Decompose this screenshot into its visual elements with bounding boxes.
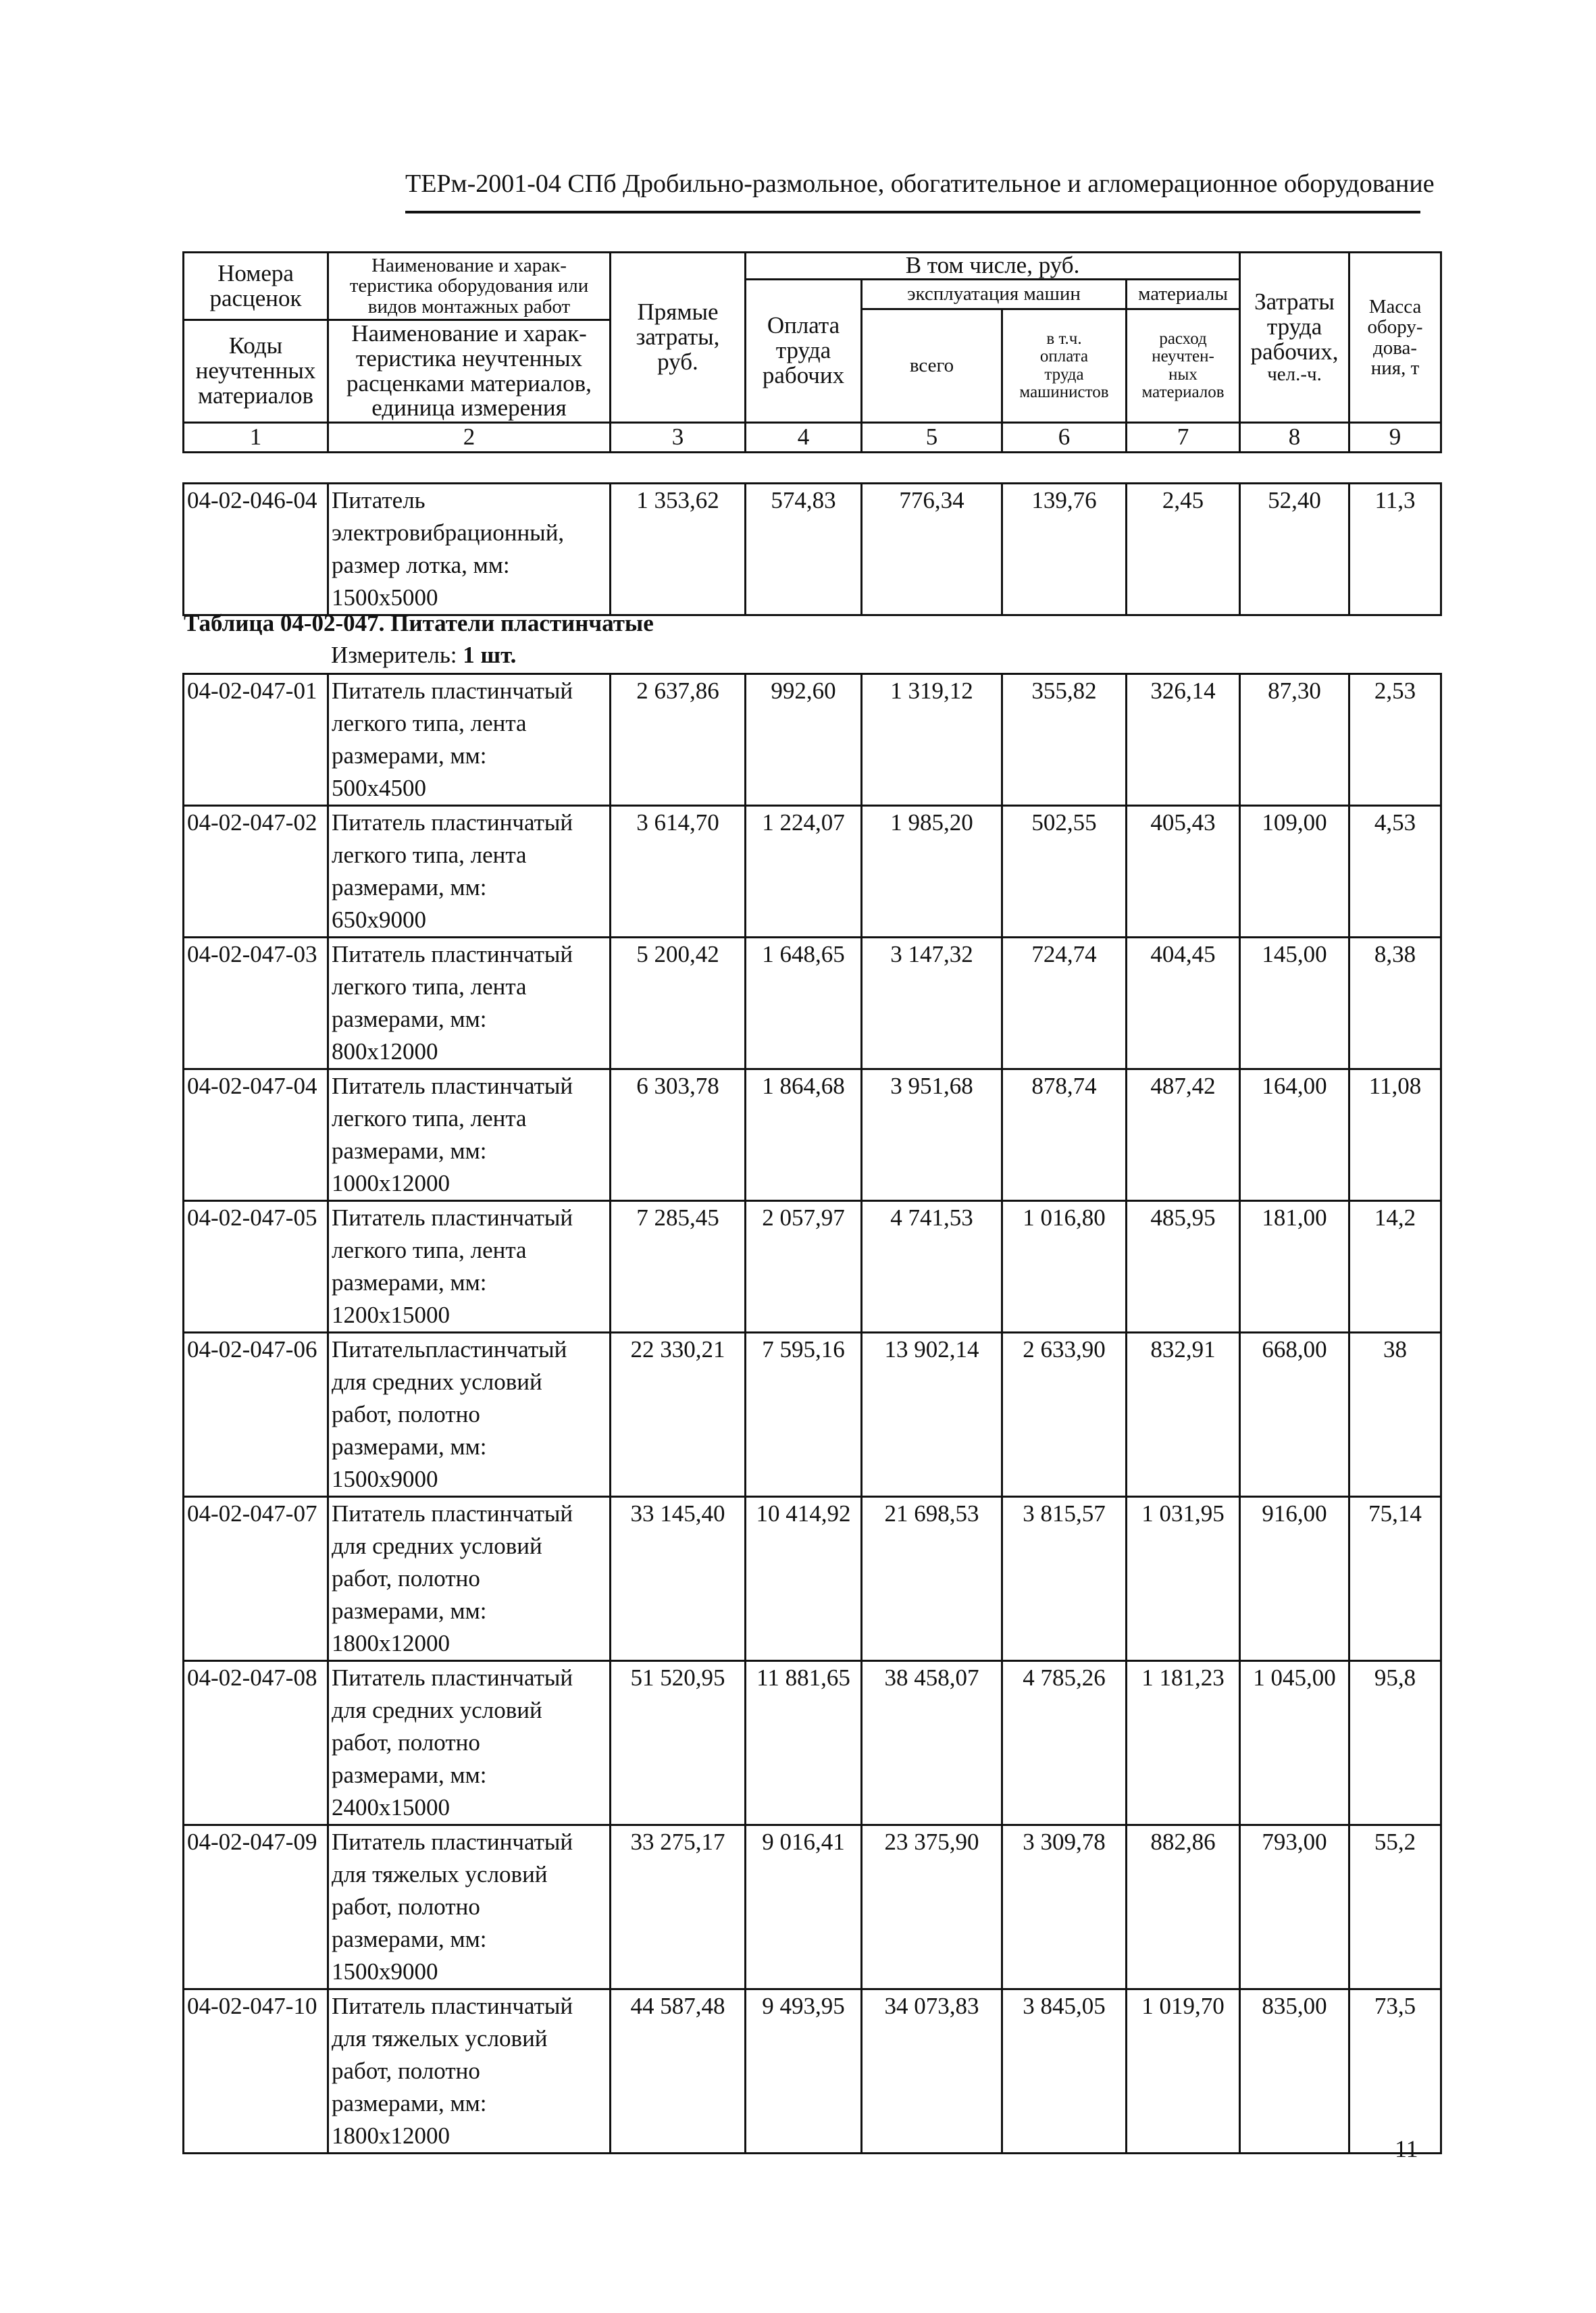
col-number-9: 9 [1349, 423, 1441, 453]
machinists-pay: 355,82 [1002, 674, 1127, 806]
item-name-line: размерами, мм: [332, 1138, 487, 1164]
col-number-8: 8 [1240, 423, 1349, 453]
item-name-line: работ, полотно [332, 1401, 480, 1427]
item-name [328, 1201, 611, 1333]
col-4-header: Оплата труда рабочих [746, 280, 862, 423]
labor-pay: 7 595,16 [746, 1333, 862, 1497]
materials: 1 019,70 [1127, 1989, 1240, 2154]
machinists-pay: 3 309,78 [1002, 1825, 1127, 1989]
item-name-line: 500x4500 [332, 775, 426, 801]
item-name [328, 1989, 611, 2154]
machinists-pay: 724,74 [1002, 938, 1127, 1069]
rate-code: 04-02-047-01 [184, 674, 328, 806]
col-number-4: 4 [746, 423, 862, 453]
machines-total: 38 458,07 [862, 1661, 1002, 1825]
labor-pay: 1 864,68 [746, 1069, 862, 1201]
labor-hours: 835,00 [1240, 1989, 1349, 2154]
rate-code: 04-02-047-08 [184, 1661, 328, 1825]
table-04-02-047 [182, 673, 1442, 2154]
materials: 485,95 [1127, 1201, 1240, 1333]
rate-code: 04-02-047-07 [184, 1497, 328, 1661]
item-name-line: Питатель пластинчатый [332, 678, 573, 704]
item-name-line: Питатель пластинчатый [332, 1500, 573, 1527]
table-row [184, 1989, 1441, 2154]
machines-total: 3 147,32 [862, 938, 1002, 1069]
item-name-line: работ, полотно [332, 1729, 480, 1756]
labor-hours: 1 045,00 [1240, 1661, 1349, 1825]
col-number-5: 5 [862, 423, 1002, 453]
materials: 1 031,95 [1127, 1497, 1240, 1661]
item-name-line: 2400x15000 [332, 1794, 450, 1821]
rate-code: 04-02-047-09 [184, 1825, 328, 1989]
table-row [184, 1333, 1441, 1497]
machines-total: 13 902,14 [862, 1333, 1002, 1497]
item-name-line: легкого типа, лента [332, 842, 527, 868]
item-name-line: для средних условий [332, 1533, 542, 1559]
item-name-line: Питатель пластинчатый [332, 1664, 573, 1691]
rate-code: 04-02-047-04 [184, 1069, 328, 1201]
labor-pay: 10 414,92 [746, 1497, 862, 1661]
col-8-header: Затраты труда рабочих, чел.-ч. [1240, 253, 1349, 423]
item-name-line: размерами, мм: [332, 1926, 487, 1952]
direct-costs: 44 587,48 [611, 1989, 746, 2154]
machinists-pay: 3 815,57 [1002, 1497, 1127, 1661]
labor-hours: 145,00 [1240, 938, 1349, 1069]
table-row [184, 1069, 1441, 1201]
machines-total: 34 073,83 [862, 1989, 1002, 2154]
rate-code: 04-02-047-10 [184, 1989, 328, 2154]
machinists-pay: 139,76 [1002, 484, 1127, 615]
direct-costs: 22 330,21 [611, 1333, 746, 1497]
equipment-mass: 8,38 [1349, 938, 1441, 1069]
item-name-line: Питатель пластинчатый [332, 809, 573, 836]
item-name-line: 1800x12000 [332, 2123, 450, 2149]
equipment-mass: 11,08 [1349, 1069, 1441, 1201]
col-1-top-header: Номера расценок [184, 253, 328, 320]
materials: 405,43 [1127, 806, 1240, 938]
labor-pay: 574,83 [746, 484, 862, 615]
col-7-header: расход неучтен- ных материалов [1127, 309, 1240, 423]
group-header-breakdown: В том числе, руб. [746, 253, 1240, 280]
previous-table-row [182, 482, 1442, 616]
item-name-line: 1800x12000 [332, 1630, 450, 1656]
page-number: 11 [1395, 2135, 1418, 2162]
labor-hours: 164,00 [1240, 1069, 1349, 1201]
labor-pay: 1 648,65 [746, 938, 862, 1069]
labor-hours: 793,00 [1240, 1825, 1349, 1989]
item-name-line: работ, полотно [332, 1893, 480, 1920]
table-row [184, 1497, 1441, 1661]
item-name-line: 1000x12000 [332, 1170, 450, 1196]
labor-hours: 916,00 [1240, 1497, 1349, 1661]
direct-costs: 33 145,40 [611, 1497, 746, 1661]
item-name-line: легкого типа, лента [332, 1105, 527, 1132]
item-name-line: размерами, мм: [332, 1006, 487, 1032]
item-name-line: легкого типа, лента [332, 1237, 527, 1263]
unit-value: 1 шт. [463, 642, 517, 668]
machinists-pay: 502,55 [1002, 806, 1127, 938]
table-row [184, 674, 1441, 806]
equipment-mass: 75,14 [1349, 1497, 1441, 1661]
machinists-pay: 2 633,90 [1002, 1333, 1127, 1497]
col-number-6: 6 [1002, 423, 1127, 453]
labor-pay: 9 016,41 [746, 1825, 862, 1989]
labor-pay: 11 881,65 [746, 1661, 862, 1825]
labor-pay: 1 224,07 [746, 806, 862, 938]
col-2-bottom-header: Наименование и харак- теристика неучтенных расценками материалов, единица измерения [328, 320, 611, 423]
rate-code: 04-02-046-04 [184, 484, 328, 615]
item-name-line: работ, полотно [332, 1565, 480, 1592]
labor-hours: 181,00 [1240, 1201, 1349, 1333]
table-row [184, 938, 1441, 1069]
item-name-line: работ, полотно [332, 2058, 480, 2084]
item-name-line: размерами, мм: [332, 1598, 487, 1624]
machines-total: 1 319,12 [862, 674, 1002, 806]
col-1-bottom-header: Коды неучтенных материалов [184, 320, 328, 423]
item-name-line: для средних условий [332, 1697, 542, 1723]
col-5-header: всего [862, 309, 1002, 423]
table-row [184, 1661, 1441, 1825]
machines-total: 776,34 [862, 484, 1002, 615]
item-name [328, 674, 611, 806]
rate-code: 04-02-047-06 [184, 1333, 328, 1497]
item-name-line: легкого типа, лента [332, 710, 527, 736]
materials: 882,86 [1127, 1825, 1240, 1989]
equipment-mass: 55,2 [1349, 1825, 1441, 1989]
col-3-header: Прямые затраты, руб. [611, 253, 746, 423]
item-name-line: 650x9000 [332, 907, 426, 933]
col-6-header: в т.ч. оплата труда машинистов [1002, 309, 1127, 423]
materials: 487,42 [1127, 1069, 1240, 1201]
equipment-mass: 2,53 [1349, 674, 1441, 806]
table-row [184, 1201, 1441, 1333]
item-name-line: для тяжелых условий [332, 1861, 548, 1887]
machinists-pay: 3 845,05 [1002, 1989, 1127, 2154]
item-name-line: 1200x15000 [332, 1302, 450, 1328]
unit-label: Измеритель: [331, 642, 457, 668]
equipment-mass: 4,53 [1349, 806, 1441, 938]
col-9-header: Масса обору- дова- ния, т [1349, 253, 1441, 423]
group-header-machines: эксплуатация машин [862, 280, 1127, 309]
item-name-line: размерами, мм: [332, 2090, 487, 2116]
item-name-line: для тяжелых условий [332, 2025, 548, 2052]
materials: 326,14 [1127, 674, 1240, 806]
direct-costs: 6 303,78 [611, 1069, 746, 1201]
item-name-line: Питатель пластинчатый [332, 1073, 573, 1099]
equipment-mass: 38 [1349, 1333, 1441, 1497]
equipment-mass: 73,5 [1349, 1989, 1441, 2154]
group-header-materials: материалы [1127, 280, 1240, 309]
direct-costs: 7 285,45 [611, 1201, 746, 1333]
item-name-line: 800x12000 [332, 1038, 438, 1065]
item-name [328, 1661, 611, 1825]
item-name-line: 1500x9000 [332, 1958, 438, 1985]
item-name [328, 1497, 611, 1661]
equipment-mass: 14,2 [1349, 1201, 1441, 1333]
materials: 2,45 [1127, 484, 1240, 615]
item-name-line: размерами, мм: [332, 1269, 487, 1296]
item-name-line: легкого типа, лента [332, 973, 527, 1000]
table-title: Таблица 04-02-047. Питатели пластинчатые [184, 610, 654, 636]
column-header-table [182, 251, 1442, 453]
table-row [184, 806, 1441, 938]
materials: 1 181,23 [1127, 1661, 1240, 1825]
machines-total: 1 985,20 [862, 806, 1002, 938]
item-name-line: размерами, мм: [332, 1762, 487, 1788]
header-rule [405, 211, 1420, 213]
unit-of-measure [331, 642, 516, 669]
labor-hours: 109,00 [1240, 806, 1349, 938]
col-number-7: 7 [1127, 423, 1240, 453]
equipment-mass: 95,8 [1349, 1661, 1441, 1825]
rate-code: 04-02-047-03 [184, 938, 328, 1069]
item-name-line: Питатель пластинчатый [332, 1829, 573, 1855]
machinists-pay: 1 016,80 [1002, 1201, 1127, 1333]
item-name-line: размерами, мм: [332, 874, 487, 900]
machinists-pay: 4 785,26 [1002, 1661, 1127, 1825]
direct-costs: 5 200,42 [611, 938, 746, 1069]
labor-hours: 668,00 [1240, 1333, 1349, 1497]
direct-costs: 2 637,86 [611, 674, 746, 806]
rate-code: 04-02-047-02 [184, 806, 328, 938]
item-name [328, 938, 611, 1069]
direct-costs: 3 614,70 [611, 806, 746, 938]
labor-hours: 52,40 [1240, 484, 1349, 615]
item-name: Питатель электровибрационный, размер лотка, мм: 1500x5000 [328, 484, 611, 615]
item-name [328, 1069, 611, 1201]
running-header: ТЕРм-2001-04 СПб Дробильно-размольное, обогатительное и агломерационное оборудование [405, 170, 1435, 198]
labor-pay: 9 493,95 [746, 1989, 862, 2154]
col-number-3: 3 [611, 423, 746, 453]
item-name-line: размерами, мм: [332, 742, 487, 769]
materials: 832,91 [1127, 1333, 1240, 1497]
table-row [184, 1825, 1441, 1989]
machines-total: 21 698,53 [862, 1497, 1002, 1661]
col-number-1: 1 [184, 423, 328, 453]
item-name-line: размерами, мм: [332, 1433, 487, 1460]
col-number-2: 2 [328, 423, 611, 453]
item-name-line: для средних условий [332, 1369, 542, 1395]
rate-code: 04-02-047-05 [184, 1201, 328, 1333]
labor-pay: 992,60 [746, 674, 862, 806]
materials: 404,45 [1127, 938, 1240, 1069]
direct-costs: 51 520,95 [611, 1661, 746, 1825]
machines-total: 23 375,90 [862, 1825, 1002, 1989]
item-name-line: Питательпластинчатый [332, 1336, 567, 1363]
item-name [328, 1825, 611, 1989]
item-name-line: 1500x9000 [332, 1466, 438, 1492]
item-name-line: Питатель пластинчатый [332, 1993, 573, 2019]
machines-total: 3 951,68 [862, 1069, 1002, 1201]
labor-pay: 2 057,97 [746, 1201, 862, 1333]
equipment-mass: 11,3 [1349, 484, 1441, 615]
item-name-line: Питатель пластинчатый [332, 1204, 573, 1231]
machinists-pay: 878,74 [1002, 1069, 1127, 1201]
item-name [328, 806, 611, 938]
direct-costs: 1 353,62 [611, 484, 746, 615]
machines-total: 4 741,53 [862, 1201, 1002, 1333]
col-2-top-header: Наименование и харак- теристика оборудования или видов монтажных работ [328, 253, 611, 320]
item-name [328, 1333, 611, 1497]
item-name-line: Питатель пластинчатый [332, 941, 573, 967]
direct-costs: 33 275,17 [611, 1825, 746, 1989]
labor-hours: 87,30 [1240, 674, 1349, 806]
